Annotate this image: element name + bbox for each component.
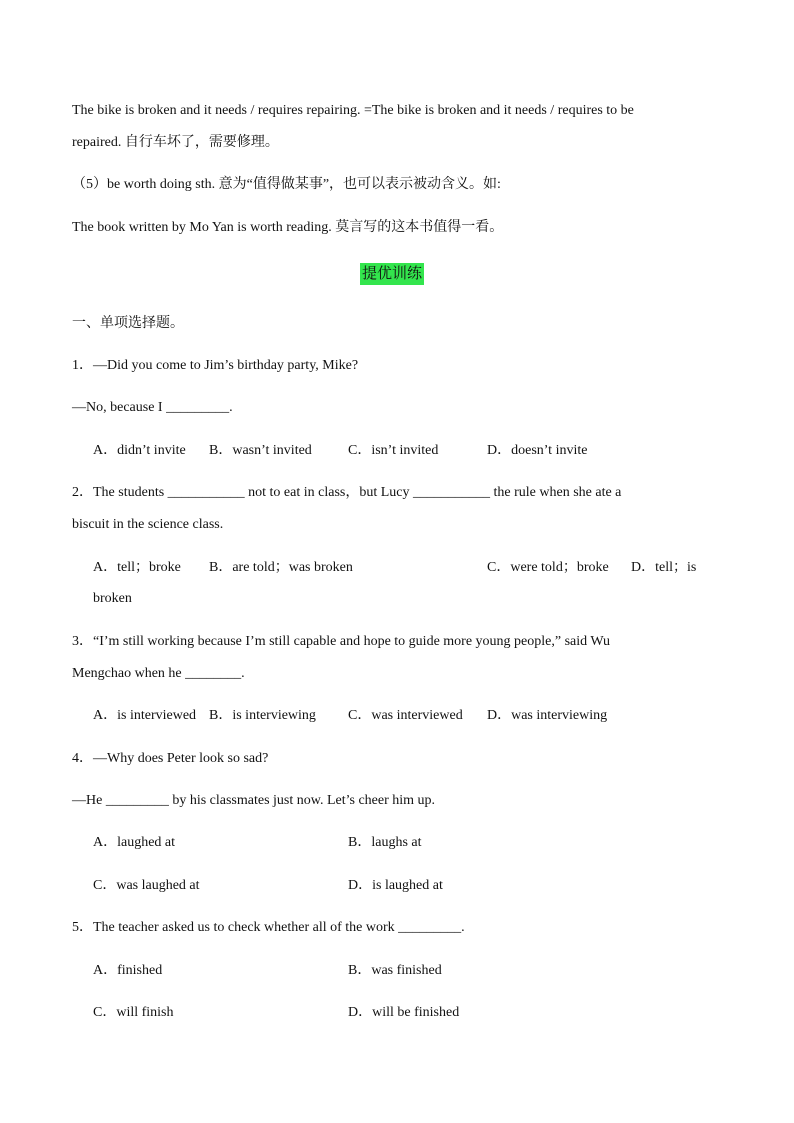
part-title: 一、单项选择题。	[72, 316, 184, 331]
intro-line-3: （5）be worth doing sth. 意为“值得做某事”，也可以表示被动含义。如:	[72, 177, 501, 192]
section-title: 提优训练	[360, 263, 424, 285]
intro-line-1: The bike is broken and it needs / requires repairing. =The bike is broken and it needs / requires to be	[72, 103, 634, 118]
q4-option-c[interactable]: C．was laughed at	[93, 878, 200, 893]
q2-option-d[interactable]: D．tell；is	[631, 560, 697, 575]
q4-option-d[interactable]: D．is laughed at	[348, 878, 443, 893]
q3-option-d[interactable]: D．was interviewing	[487, 708, 608, 723]
q1-option-c[interactable]: C．isn’t invited	[348, 443, 439, 458]
intro-line-2: repaired. 自行车坏了，需要修理。	[72, 135, 279, 150]
q3-option-b[interactable]: B．is interviewing	[209, 708, 316, 723]
question-2-line-2: biscuit in the science class.	[72, 517, 224, 532]
q2-option-d-cont: broken	[93, 591, 132, 606]
q2-option-a[interactable]: A．tell；broke	[93, 560, 181, 575]
question-2-line-1: 2．The students ___________ not to eat in class，but Lucy ___________ the rule when she ate a	[72, 485, 622, 500]
question-1-line-2: —No, because I _________.	[72, 400, 233, 415]
question-4-line-1: 4．—Why does Peter look so sad?	[72, 751, 269, 766]
q2-option-c[interactable]: C．were told；broke	[487, 560, 609, 575]
q2-option-b[interactable]: B．are told；was broken	[209, 560, 353, 575]
q5-option-a[interactable]: A．finished	[93, 963, 163, 978]
q3-option-c[interactable]: C．was interviewed	[348, 708, 463, 723]
q3-option-a[interactable]: A．is interviewed	[93, 708, 197, 723]
q4-option-a[interactable]: A．laughed at	[93, 835, 176, 850]
q4-option-b[interactable]: B．laughs at	[348, 835, 422, 850]
q1-option-a[interactable]: A．didn’t invite	[93, 443, 186, 458]
question-1-line-1: 1．—Did you come to Jim’s birthday party, Mike?	[72, 358, 359, 373]
question-3-line-1: 3．“I’m still working because I’m still capable and hope to guide more young people,” said Wu	[72, 634, 611, 649]
question-5-line-1: 5．The teacher asked us to check whether all of the work _________.	[72, 920, 465, 935]
question-3-line-2: Mengchao when he ________.	[72, 666, 245, 681]
question-4-line-2: —He _________ by his classmates just now. Let’s cheer him up.	[72, 793, 436, 808]
q5-option-c[interactable]: C．will finish	[93, 1005, 174, 1020]
q5-option-d[interactable]: D．will be finished	[348, 1005, 460, 1020]
q5-option-b[interactable]: B．was finished	[348, 963, 442, 978]
q1-option-d[interactable]: D．doesn’t invite	[487, 443, 588, 458]
intro-line-4: The book written by Mo Yan is worth reading. 莫言写的这本书值得一看。	[72, 220, 504, 235]
q1-option-b[interactable]: B．wasn’t invited	[209, 443, 312, 458]
